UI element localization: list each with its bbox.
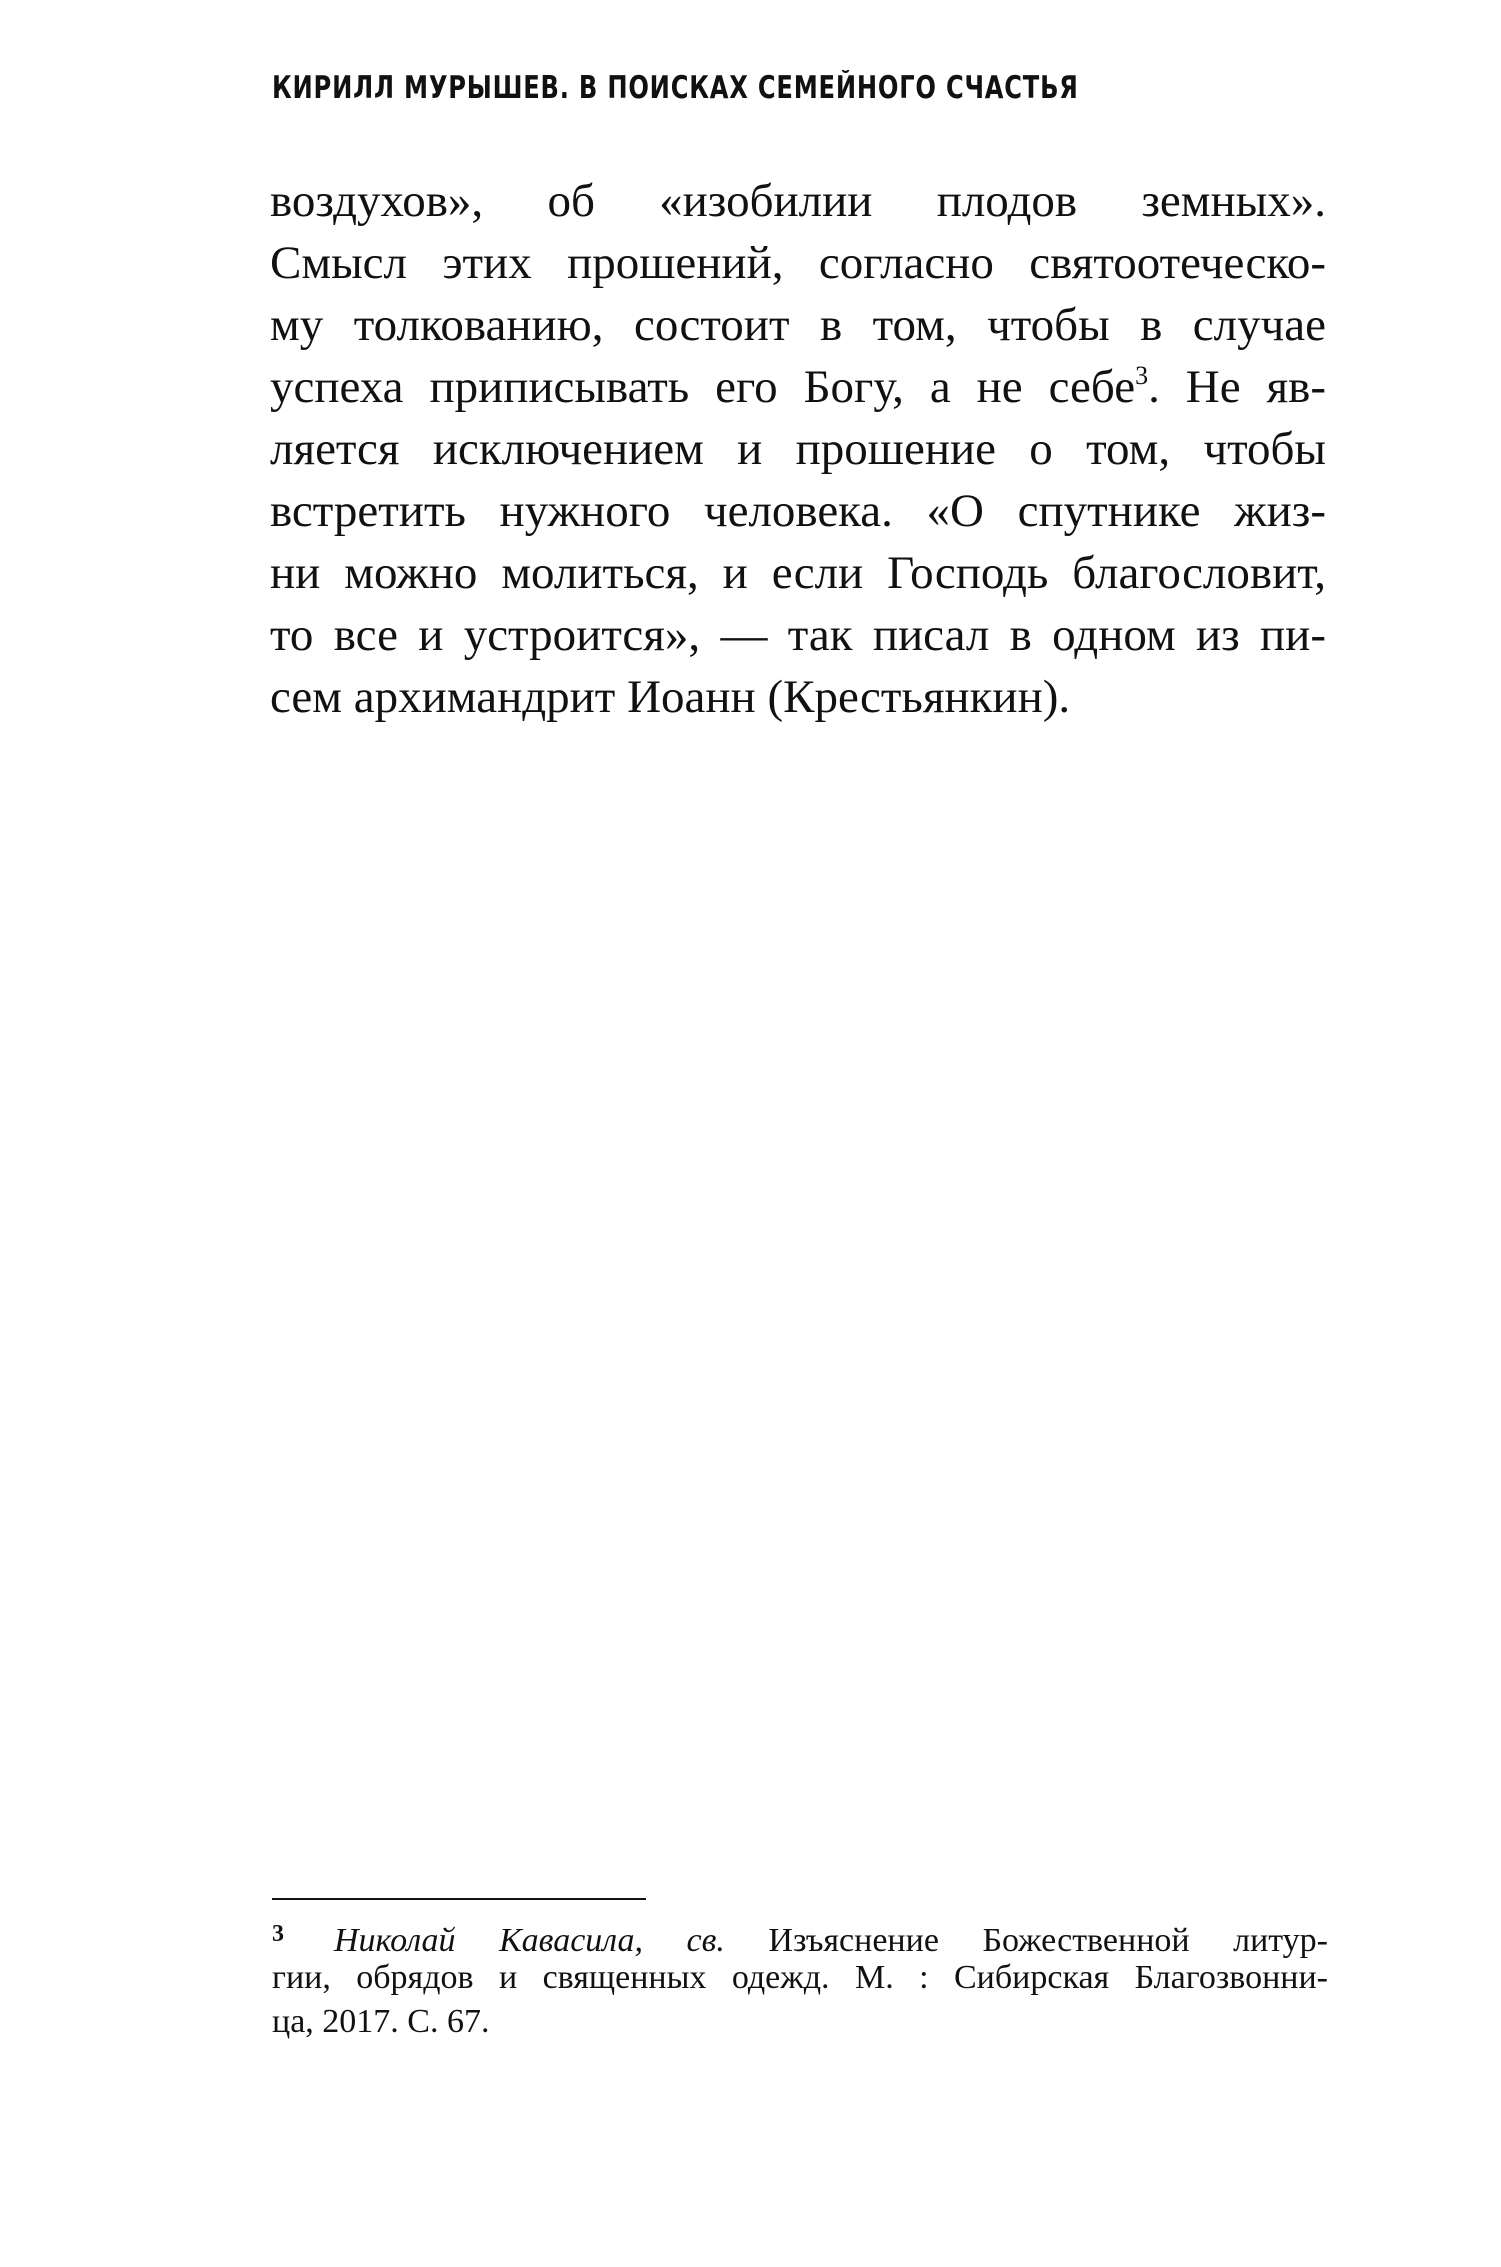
- running-header: КИРИЛЛ МУРЫШЕВ. В ПОИСКАХ СЕМЕЙНОГО СЧАСТЬЯ: [272, 70, 1079, 106]
- body-line-4-tail: . Не яв-: [1148, 361, 1327, 413]
- footnote-line-3: ца, 2017. С. 67.: [272, 2003, 490, 2040]
- footnote-line-1: [272, 1912, 1329, 1959]
- body-paragraph: [270, 170, 1326, 728]
- footnote-title: Изъяснение Божественной литур-: [724, 1922, 1329, 1959]
- body-line-1: воздухов», об «изобилии плодов земных».: [270, 175, 1326, 227]
- body-line-7: ни можно молиться, и если Господь благословит,: [270, 547, 1326, 599]
- footnote-divider: [272, 1898, 646, 1900]
- footnote-author: Николай Кавасила, св.: [334, 1922, 725, 1959]
- body-line-9: сем архимандрит Иоанн (Крестьянкин).: [270, 671, 1071, 723]
- body-line-4: [270, 356, 1326, 418]
- footnote: [272, 1912, 1328, 2044]
- footnote-reference: 3: [1135, 361, 1149, 390]
- footnote-line-2: гии, обрядов и священных одежд. М. : Сибирская Благозвонни-: [272, 1959, 1328, 1996]
- footnote-number: 3: [272, 1921, 284, 1947]
- body-line-6: встретить нужного человека. «О спутнике жиз-: [270, 485, 1326, 537]
- body-line-3: му толкованию, состоит в том, чтобы в случае: [270, 299, 1326, 351]
- body-line-5: ляется исключением и прошение о том, чтобы: [270, 423, 1326, 475]
- body-line-2: Смысл этих прошений, согласно святоотеческо-: [270, 237, 1326, 289]
- body-line-4-text: успеха приписывать его Богу, а не себе: [270, 361, 1136, 413]
- body-line-8: то все и устроится», — так писал в одном из пи-: [270, 609, 1326, 661]
